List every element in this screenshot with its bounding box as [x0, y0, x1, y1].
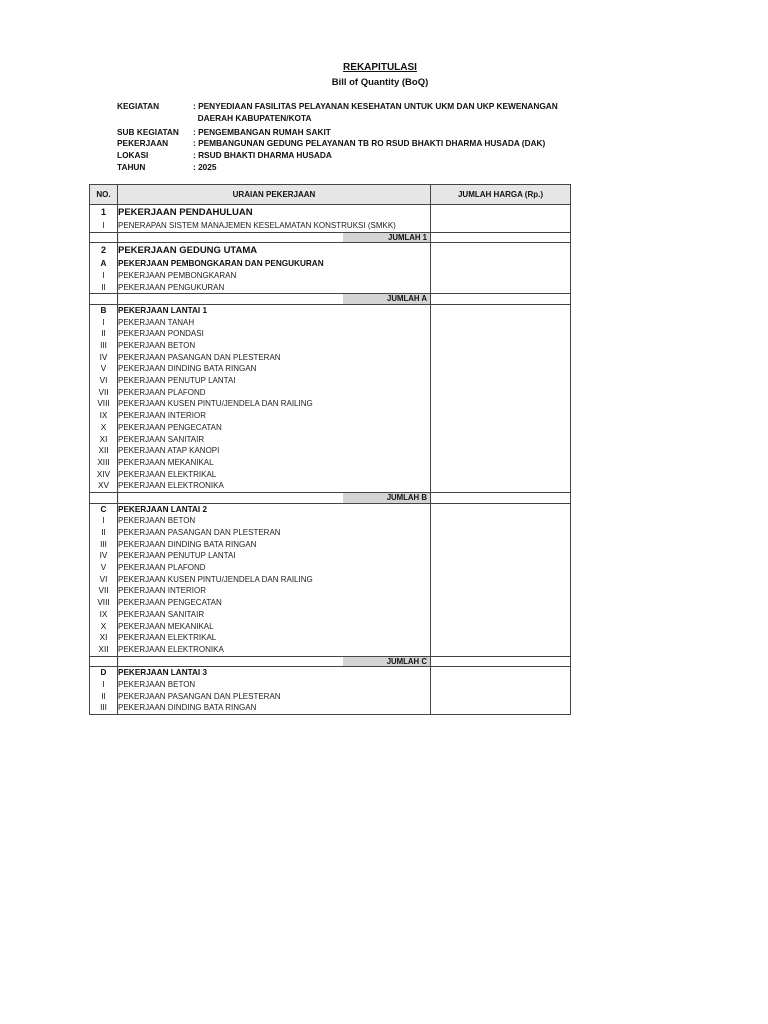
subtotal-row	[90, 493, 571, 504]
meta-label: PEKERJAAN	[117, 138, 169, 149]
row-number: C	[90, 503, 118, 515]
row-description: PEKERJAAN KUSEN PINTU/JENDELA DAN RAILING	[118, 574, 431, 586]
row-amount	[431, 282, 571, 294]
row-amount	[431, 527, 571, 539]
row-description: PEKERJAAN SANITAIR	[118, 434, 431, 446]
row-amount	[431, 258, 571, 270]
row-description: PEKERJAAN ELEKTRONIKA	[118, 644, 431, 656]
row-amount	[431, 387, 571, 399]
row-amount	[431, 294, 571, 305]
meta-row-tahun	[117, 162, 577, 174]
table-row	[90, 398, 571, 410]
row-amount	[431, 515, 571, 527]
row-description: PENERAPAN SISTEM MANAJEMEN KESELAMATAN KONSTRUKSI (SMKK)	[118, 220, 431, 232]
row-description: PEKERJAAN PEMBONGKARAN DAN PENGUKURAN	[118, 258, 431, 270]
subtotal-label: JUMLAH 1	[118, 232, 431, 243]
meta-label: TAHUN	[117, 161, 146, 172]
section-row	[90, 304, 571, 316]
row-number: B	[90, 304, 118, 316]
section-row	[90, 243, 571, 259]
row-amount	[431, 220, 571, 232]
meta-value	[193, 101, 577, 125]
meta-value: : RSUD BHAKTI DHARMA HUSADA	[193, 150, 332, 161]
table-row	[90, 282, 571, 294]
row-description: PEKERJAAN PLAFOND	[118, 562, 431, 574]
row-description: PEKERJAAN PONDASI	[118, 328, 431, 340]
row-number: IV	[90, 550, 118, 562]
table-row	[90, 434, 571, 446]
row-number: II	[90, 328, 118, 340]
boq-table	[89, 184, 571, 715]
subtotal-row	[90, 656, 571, 667]
row-number: XI	[90, 434, 118, 446]
row-amount	[431, 667, 571, 679]
table-row	[90, 644, 571, 656]
row-amount	[431, 469, 571, 481]
table-row	[90, 609, 571, 621]
row-number: II	[90, 282, 118, 294]
meta-value: : PENGEMBANGAN RUMAH SAKIT	[193, 126, 331, 137]
row-amount	[431, 691, 571, 703]
row-amount	[431, 503, 571, 515]
row-description: PEKERJAAN DINDING BATA RINGAN	[118, 702, 431, 714]
row-number: III	[90, 539, 118, 551]
table-row	[90, 632, 571, 644]
row-number: IV	[90, 352, 118, 364]
meta-row-kegiatan	[117, 101, 577, 125]
row-description: PEKERJAAN BETON	[118, 515, 431, 527]
row-amount	[431, 656, 571, 667]
table-row	[90, 270, 571, 282]
row-description: PEKERJAAN INTERIOR	[118, 585, 431, 597]
row-description: PEKERJAAN ELEKTRIKAL	[118, 469, 431, 481]
table-row	[90, 480, 571, 492]
row-number: XIII	[90, 457, 118, 469]
subtotal-row	[90, 232, 571, 243]
table-row	[90, 422, 571, 434]
row-amount	[431, 317, 571, 329]
table-row	[90, 574, 571, 586]
subtotal-label: JUMLAH A	[118, 294, 431, 305]
row-number: V	[90, 363, 118, 375]
table-row	[90, 702, 571, 714]
row-number: VI	[90, 574, 118, 586]
row-amount	[431, 562, 571, 574]
row-number: 2	[90, 243, 118, 259]
table-row	[90, 469, 571, 481]
table-row	[90, 515, 571, 527]
row-amount	[431, 205, 571, 221]
document-title: REKAPITULASI	[343, 62, 417, 73]
row-amount	[431, 304, 571, 316]
row-number: XII	[90, 445, 118, 457]
row-description: PEKERJAAN PENUTUP LANTAI	[118, 550, 431, 562]
row-number: XIV	[90, 469, 118, 481]
table-row	[90, 387, 571, 399]
row-number: VIII	[90, 398, 118, 410]
row-number: III	[90, 340, 118, 352]
meta-value: : 2025	[193, 161, 217, 172]
table-row	[90, 457, 571, 469]
row-number: X	[90, 621, 118, 633]
meta-row-sub-kegiatan	[117, 127, 577, 139]
row-amount	[431, 340, 571, 352]
table-row	[90, 679, 571, 691]
row-amount	[431, 422, 571, 434]
section-row	[90, 667, 571, 679]
row-amount	[431, 539, 571, 551]
table-row	[90, 410, 571, 422]
section-row	[90, 503, 571, 515]
row-number: I	[90, 270, 118, 282]
table-row	[90, 597, 571, 609]
row-number: I	[90, 679, 118, 691]
row-amount	[431, 445, 571, 457]
row-number: VI	[90, 375, 118, 387]
row-description: PEKERJAAN MEKANIKAL	[118, 457, 431, 469]
table-row	[90, 527, 571, 539]
row-amount	[431, 632, 571, 644]
row-number	[90, 294, 118, 305]
row-amount	[431, 434, 571, 446]
row-description: PEKERJAAN BETON	[118, 679, 431, 691]
row-description: PEKERJAAN PENGECATAN	[118, 597, 431, 609]
row-amount	[431, 574, 571, 586]
subtotal-label: JUMLAH C	[118, 656, 431, 667]
row-amount	[431, 480, 571, 492]
row-number: III	[90, 702, 118, 714]
row-description: PEKERJAAN ELEKTRONIKA	[118, 480, 431, 492]
meta-row-lokasi	[117, 150, 577, 162]
row-number: I	[90, 220, 118, 232]
row-number: I	[90, 515, 118, 527]
header-amount: JUMLAH HARGA (Rp.)	[431, 185, 571, 205]
row-description: PEKERJAAN PASANGAN DAN PLESTERAN	[118, 352, 431, 364]
table-row	[90, 363, 571, 375]
table-row	[90, 445, 571, 457]
row-amount	[431, 702, 571, 714]
row-number: VIII	[90, 597, 118, 609]
table-row	[90, 539, 571, 551]
row-description: PEKERJAAN PASANGAN DAN PLESTERAN	[118, 691, 431, 703]
subtotal-label: JUMLAH B	[118, 493, 431, 504]
row-number: II	[90, 691, 118, 703]
row-description: PEKERJAAN MEKANIKAL	[118, 621, 431, 633]
row-description: PEKERJAAN LANTAI 1	[118, 304, 431, 316]
table-row	[90, 352, 571, 364]
subtotal-row	[90, 294, 571, 305]
row-amount	[431, 597, 571, 609]
row-description: PEKERJAAN GEDUNG UTAMA	[118, 243, 431, 259]
table-row	[90, 550, 571, 562]
row-description: PEKERJAAN LANTAI 3	[118, 667, 431, 679]
row-number: A	[90, 258, 118, 270]
row-number: XI	[90, 632, 118, 644]
row-amount	[431, 375, 571, 387]
row-number	[90, 656, 118, 667]
row-description: PEKERJAAN SANITAIR	[118, 609, 431, 621]
row-amount	[431, 352, 571, 364]
row-number: I	[90, 317, 118, 329]
row-amount	[431, 270, 571, 282]
meta-label: LOKASI	[117, 150, 149, 161]
header-description: URAIAN PEKERJAAN	[118, 185, 431, 205]
meta-value: : PEMBANGUNAN GEDUNG PELAYANAN TB RO RSUD BHAKTI DHARMA HUSADA (DAK)	[193, 138, 546, 149]
section-row	[90, 258, 571, 270]
row-description: PEKERJAAN TANAH	[118, 317, 431, 329]
row-amount	[431, 328, 571, 340]
row-amount	[431, 410, 571, 422]
table-row	[90, 340, 571, 352]
row-description: PEKERJAAN DINDING BATA RINGAN	[118, 539, 431, 551]
row-description: PEKERJAAN KUSEN PINTU/JENDELA DAN RAILING	[118, 398, 431, 410]
row-number: II	[90, 527, 118, 539]
project-info	[117, 101, 577, 174]
row-number: XV	[90, 480, 118, 492]
row-number: IX	[90, 410, 118, 422]
header-no: NO.	[90, 185, 118, 205]
meta-row-pekerjaan	[117, 138, 577, 150]
table-header-row	[90, 185, 571, 205]
meta-label: SUB KEGIATAN	[117, 126, 179, 137]
row-description: PEKERJAAN BETON	[118, 340, 431, 352]
row-amount	[431, 644, 571, 656]
row-amount	[431, 609, 571, 621]
row-description: PEKERJAAN PLAFOND	[118, 387, 431, 399]
row-amount	[431, 243, 571, 259]
row-amount	[431, 679, 571, 691]
row-description: PEKERJAAN PASANGAN DAN PLESTERAN	[118, 527, 431, 539]
row-amount	[431, 232, 571, 243]
row-amount	[431, 550, 571, 562]
row-number	[90, 493, 118, 504]
row-amount	[431, 398, 571, 410]
row-number: X	[90, 422, 118, 434]
row-description: PEKERJAAN DINDING BATA RINGAN	[118, 363, 431, 375]
row-number: IX	[90, 609, 118, 621]
row-number: XII	[90, 644, 118, 656]
row-number: VII	[90, 585, 118, 597]
row-description: PEKERJAAN ATAP KANOPI	[118, 445, 431, 457]
row-number: VII	[90, 387, 118, 399]
row-description: PEKERJAAN PENGUKURAN	[118, 282, 431, 294]
row-description: PEKERJAAN INTERIOR	[118, 410, 431, 422]
table-row	[90, 621, 571, 633]
table-row	[90, 317, 571, 329]
meta-value-line: DAERAH KABUPATEN/KOTA	[193, 112, 312, 123]
row-number: V	[90, 562, 118, 574]
table-row	[90, 375, 571, 387]
table-row	[90, 585, 571, 597]
table-row	[90, 691, 571, 703]
row-description: PEKERJAAN LANTAI 2	[118, 503, 431, 515]
row-description: PEKERJAAN PENUTUP LANTAI	[118, 375, 431, 387]
document-subtitle: Bill of Quantity (BoQ)	[331, 77, 429, 88]
row-description: PEKERJAAN PEMBONGKARAN	[118, 270, 431, 282]
table-row	[90, 328, 571, 340]
table-row	[90, 562, 571, 574]
meta-value-line: : PENYEDIAAN FASILITAS PELAYANAN KESEHATAN UNTUK UKM DAN UKP KEWENANGAN	[193, 101, 558, 111]
row-number: D	[90, 667, 118, 679]
row-number: 1	[90, 205, 118, 221]
row-description: PEKERJAAN PENGECATAN	[118, 422, 431, 434]
row-description: PEKERJAAN ELEKTRIKAL	[118, 632, 431, 644]
row-amount	[431, 621, 571, 633]
row-description: PEKERJAAN PENDAHULUAN	[118, 205, 431, 221]
row-amount	[431, 457, 571, 469]
row-amount	[431, 363, 571, 375]
row-amount	[431, 585, 571, 597]
row-amount	[431, 493, 571, 504]
meta-label: KEGIATAN	[117, 101, 160, 111]
table-row	[90, 220, 571, 232]
section-row	[90, 205, 571, 221]
row-number	[90, 232, 118, 243]
